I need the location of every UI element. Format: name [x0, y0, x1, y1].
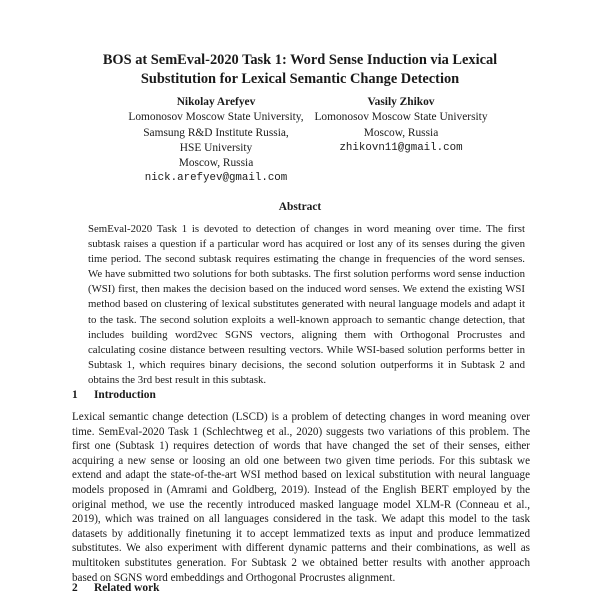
author-affiliation: Lomonosov Moscow State University [314, 111, 488, 124]
section-title: Related work [94, 582, 160, 594]
section-heading-introduction [72, 388, 156, 402]
section-heading-related-work [72, 581, 160, 595]
author-email: nick.arefyev@gmail.com [144, 172, 288, 185]
paper-title [0, 51, 600, 89]
section-number: 2 [72, 582, 78, 594]
section-title: Introduction [94, 389, 156, 401]
author-location: Moscow, Russia [178, 157, 254, 170]
introduction-paragraph: Lexical semantic change detection (LSCD) is a problem of detecting changes in word meaning over time. SemEval-2020 Task 1 (Schlechtweg et al., 2020) suggests two variations of this problem. The first one (Subtask 1) requires detection of words that have changed the set of their senses, either acquiring a new sense or loosing an old one between two given time periods. For this subtask we extend and adapt the state-of-the-art WSI method based on lexical substitution with neural language models proposed in (Amrami and Goldberg, 2019). Instead of the English BERT employed by the original method, we use the recently introduced masked language model XLM-R (Conneau et al., 2019), which was trained on all languages considered in the task. We adapt this model to the task datasets by additionally finetuning it to accept lemmatized texts as input and produce lemmatized substitutes. We also experiment with different dynamic patterns and their combinations, as well as multitoken substitutes generation. For Subtask 2 we obtained better results with another approach based on SGNS word embeddings and Orthogonal Procrustes alignment. [72, 411, 530, 584]
title-line-1: BOS at SemEval-2020 Task 1: Word Sense Induction via Lexical [102, 52, 498, 68]
author-name: Nikolay Arefyev [176, 96, 256, 108]
author-affiliation: HSE University [179, 141, 253, 154]
author-location: Moscow, Russia [363, 126, 439, 139]
author-block-arefyev [98, 95, 334, 187]
title-line-2: Substitution for Lexical Semantic Change Detection [140, 71, 460, 87]
abstract-heading: Abstract [278, 201, 322, 213]
author-name: Vasily Zhikov [367, 96, 435, 108]
section-number: 1 [72, 389, 78, 401]
author-email: zhikovn11@gmail.com [339, 141, 463, 154]
abstract-text: SemEval-2020 Task 1 is devoted to detection of changes in word meaning over time. The first subtask raises a question if a particular word has acquired or lost any of its senses during the given time period. The second subtask requires estimating the change in frequencies of the word senses. We have submitted two solutions for both subtasks. The first solution performs word sense induction (WSI) first, then makes the decision based on the induced word senses. We extend the existing WSI method based on clustering of lexical substitutes generated with neural language models and adapt it to the task. The second solution exploits a well-known approach to semantic change detection, that includes building word2vec SGNS vectors, aligning them with Orthogonal Procrustes and calculating cosine distance between resulting vectors. While WSI-based solution performs better in Subtask 1, which requires binary decisions, the second solution outperforms it in Subtask 2 and obtains the 3rd best result in this subtask. [88, 223, 525, 386]
author-affiliation: Samsung R&D Institute Russia, [143, 126, 289, 139]
author-affiliation: Lomonosov Moscow State University, [128, 111, 304, 124]
author-block-zhikov [308, 95, 494, 156]
